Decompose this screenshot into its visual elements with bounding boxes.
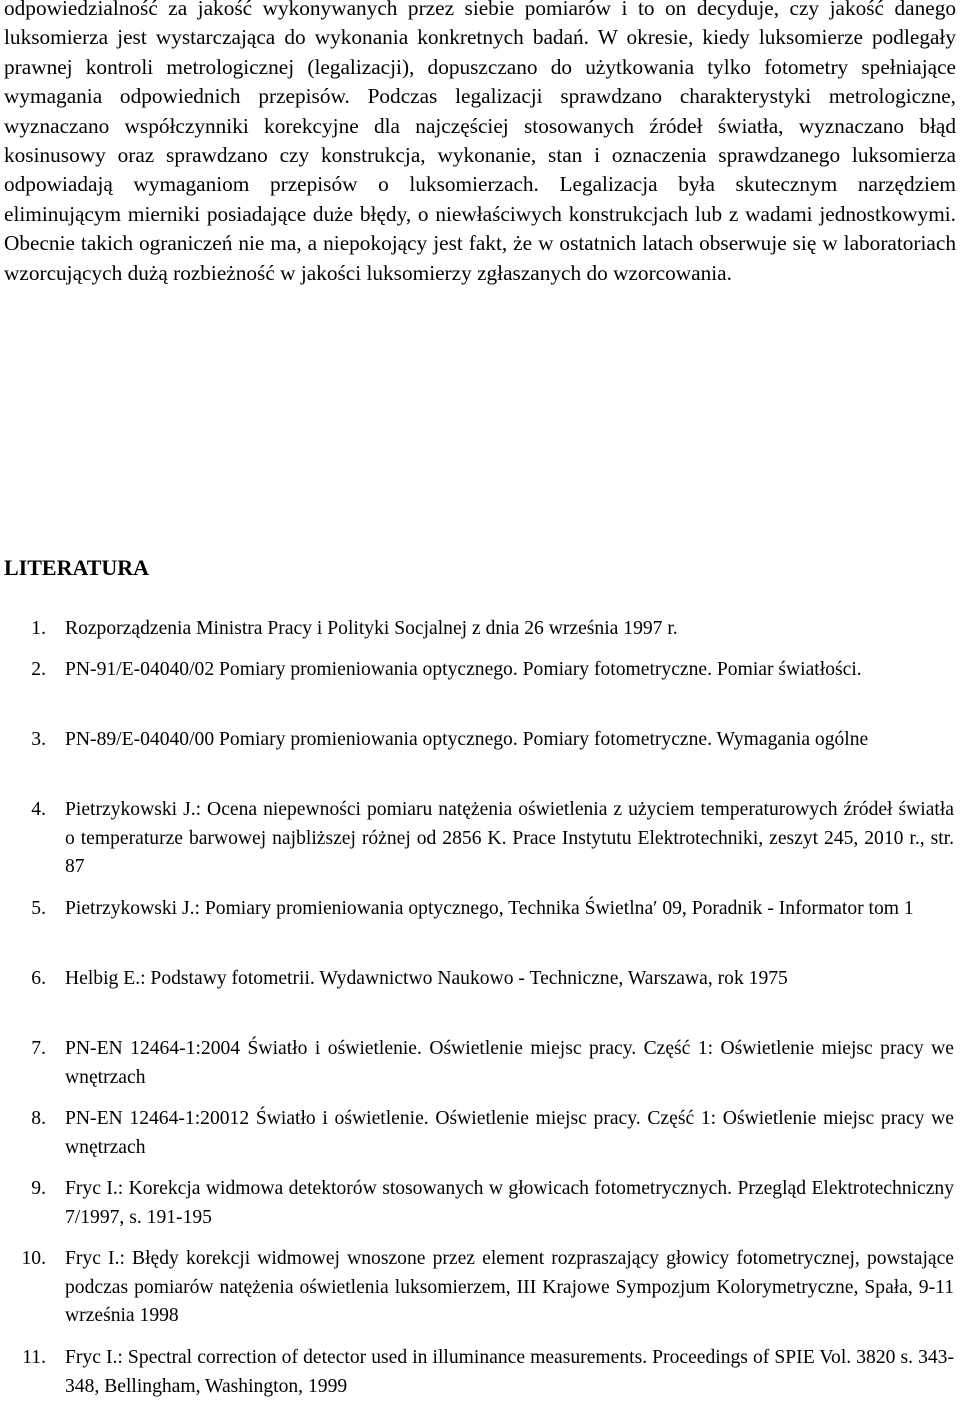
- reference-text: Fryc I.: Korekcja widmowa detektorów stosowanych w głowicach fotometrycznych. Przegląd Elektrotechniczny 7/1997, s. 191-195: [65, 1178, 954, 1228]
- reference-item: [0, 895, 956, 924]
- reference-text: PN-91/E-04040/02 Pomiary promieniowania optycznego. Pomiary fotometryczne. Pomiar światłości.: [65, 659, 862, 680]
- reference-item: [0, 1105, 956, 1162]
- reference-item: [0, 1344, 956, 1401]
- reference-number: 5.: [31, 898, 46, 919]
- reference-number: 10.: [21, 1248, 46, 1269]
- body-paragraph: odpowiedzialność za jakość wykonywanych przez siebie pomiarów i to on decyduje, czy jakość danego luksomierza jest wystarczająca do wykonania konkretnych badań. W okresie, kiedy luksomierze podlegały prawnej kontroli metrologicznej (legalizacji), dopuszczano do użytkowania tylko fotometry spełniające wymagania odpowiednich przepisów. Podczas legalizacji sprawdzano charakterystyki metrologiczne, wyznaczano współczynniki korekcyjne dla najczęściej stosowanych źródeł światła, wyznaczano błąd kosinusowy oraz sprawdzano czy konstrukcja, wykonanie, stan i oznaczenia sprawdzanego luksomierza odpowiadają wymaganiom przepisów o luksomierzach. Legalizacja była skutecznym narzędziem eliminującym mierniki posiadające duże błędy, o niewłaściwych konstrukcjach lub z wadami jednostkowymi. Obecnie takich ograniczeń nie ma, a niepokojący jest fakt, że w ostatnich latach obserwuje się w laboratoriach wzorcujących dużą rozbieżność w jakości luksomierzy zgłaszanych do wzorcowania.: [4, 0, 956, 285]
- reference-text: Rozporządzenia Ministra Pracy i Polityki Socjalnej z dnia 26 września 1997 r.: [65, 618, 678, 639]
- reference-item: [0, 796, 956, 882]
- reference-text: Pietrzykowski J.: Ocena niepewności pomiaru natężenia oświetlenia z użyciem temperaturowych źródeł światła o temperaturze barwowej najbliższej różnej od 2856 K. Prace Instytutu Elektrotechniki, zeszyt 245, 2010 r., str. 87: [65, 799, 954, 878]
- reference-item: [0, 1245, 956, 1331]
- reference-number: 11.: [22, 1347, 46, 1368]
- reference-text: PN-EN 12464-1:20012 Światło i oświetlenie. Oświetlenie miejsc pracy. Część 1: Oświetlenie miejsc pracy we wnętrzach: [65, 1108, 954, 1158]
- reference-number: 2.: [31, 659, 46, 680]
- reference-item: [0, 965, 956, 994]
- reference-number: 4.: [31, 799, 46, 820]
- reference-item: [0, 726, 956, 755]
- reference-text: PN-EN 12464-1:2004 Światło i oświetlenie. Oświetlenie miejsc pracy. Część 1: Oświetlenie miejsc pracy we wnętrzach: [65, 1038, 954, 1088]
- reference-text: Pietrzykowski J.: Pomiary promieniowania optycznego, Technika Świetlna′ 09, Poradnik - Informator tom 1: [65, 898, 914, 919]
- reference-text: Fryc I.: Spectral correction of detector used in illuminance measurements. Proceedings of SPIE Vol. 3820 s. 343-348, Bellingham, Washington, 1999: [65, 1347, 954, 1397]
- reference-item: [0, 1175, 956, 1232]
- reference-number: 8.: [31, 1108, 46, 1129]
- reference-number: 3.: [31, 729, 46, 750]
- reference-text: Fryc I.: Błędy korekcji widmowej wnoszone przez element rozpraszający głowicy fotometrycznej, powstające podczas pomiarów natężenia oświetlenia luksomierzem, III Krajowe Sympozjum Kolorymetryczne, Spała, 9-11 września 1998: [65, 1248, 954, 1327]
- reference-item: [0, 1035, 956, 1092]
- reference-text: Helbig E.: Podstawy fotometrii. Wydawnictwo Naukowo - Techniczne, Warszawa, rok 1975: [65, 968, 788, 989]
- reference-number: 9.: [31, 1178, 46, 1199]
- reference-item: [0, 656, 956, 685]
- reference-text: PN-89/E-04040/00 Pomiary promieniowania optycznego. Pomiary fotometryczne. Wymagania ogólne: [65, 729, 869, 750]
- reference-number: 6.: [31, 968, 46, 989]
- reference-number: 7.: [31, 1038, 46, 1059]
- section-heading: LITERATURA: [4, 555, 150, 580]
- reference-number: 1.: [31, 618, 46, 639]
- reference-item: [0, 615, 956, 644]
